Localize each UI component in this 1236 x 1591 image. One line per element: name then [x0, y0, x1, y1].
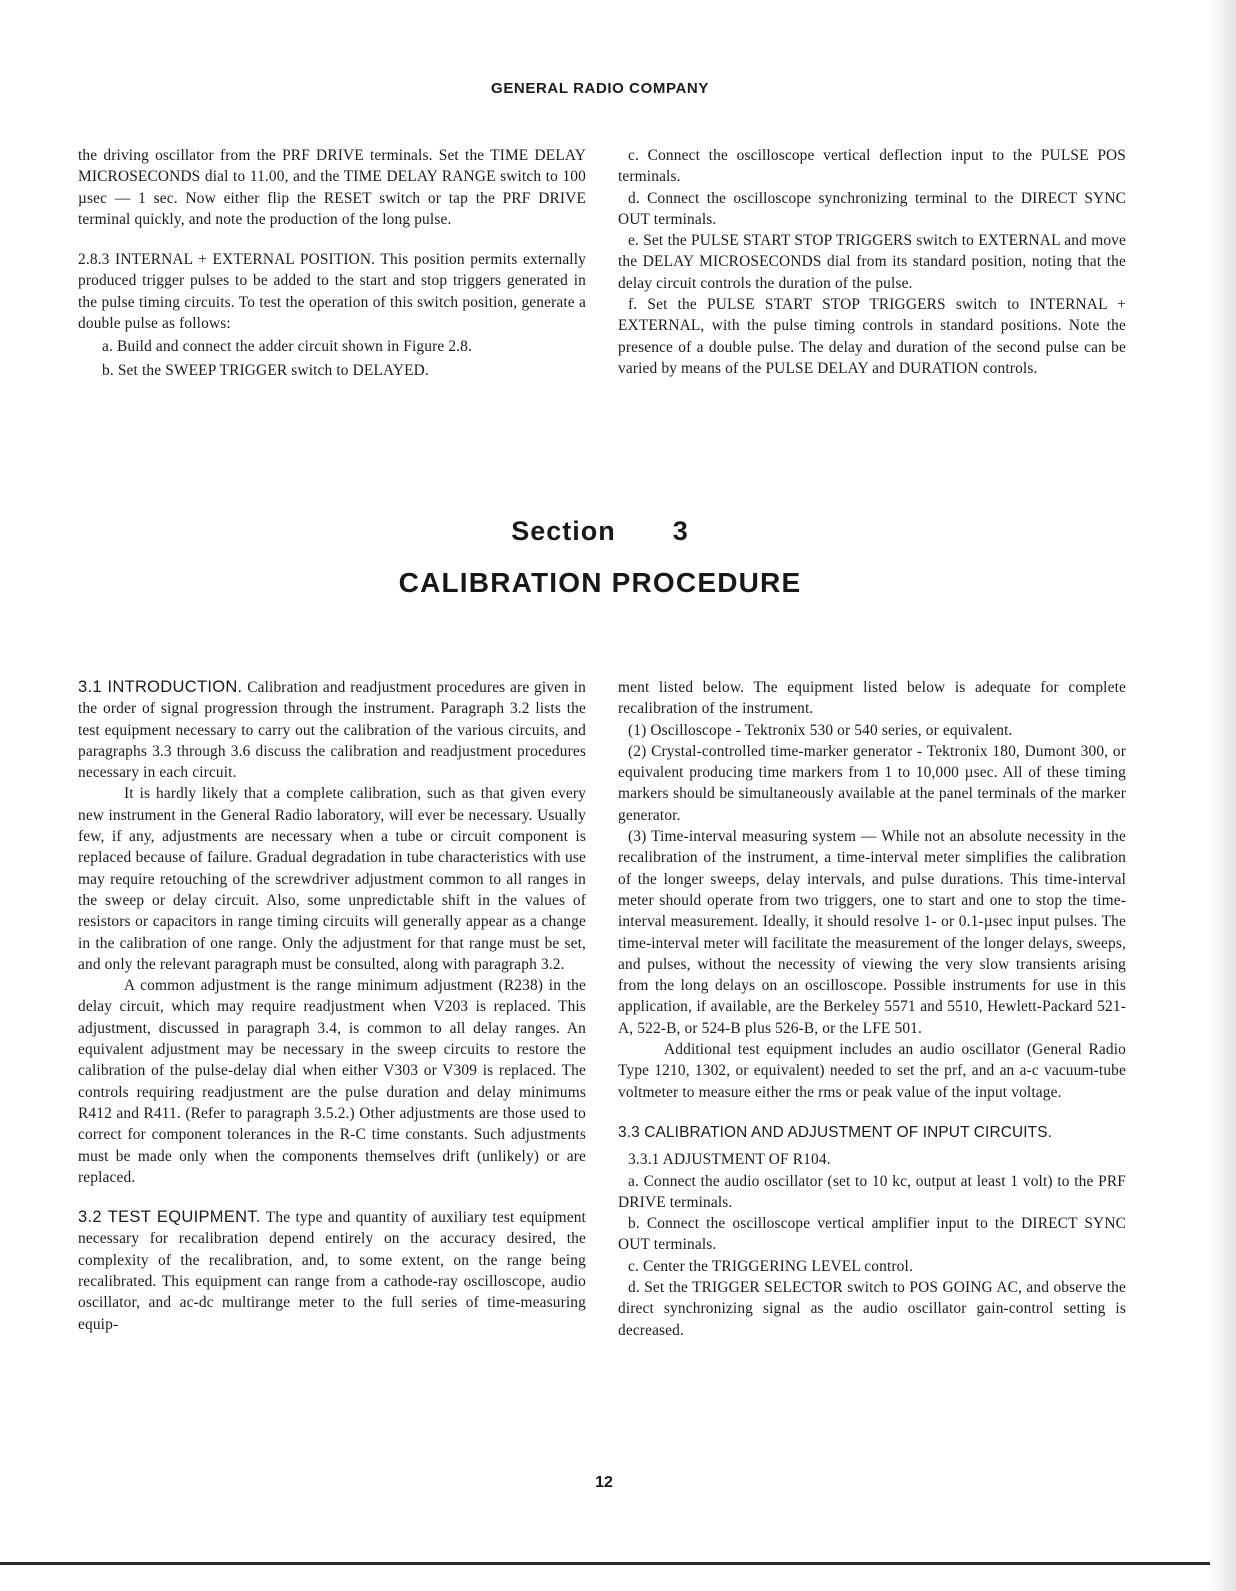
step-3-3-1-b: b. Connect the oscilloscope vertical amplifier input to the DIRECT SYNC OUT terminals. [618, 1215, 1126, 1254]
test-equipment-text: The type and quantity of auxiliary test equipment necessary for recalibration depend entirely on the accuracy desired, the complexity of the recalibration, and, to some extent, on the range being recalibrated. This equipment can range from a cathode-ray oscilloscope, audio oscillator, and ac-dc multirange meter to the full series of time-measuring equip- [78, 1209, 586, 1333]
paragraph-complete-calibration: It is hardly likely that a complete calibration, such as that given every new instrument in the General Radio laboratory, will ever be necessary. Usually few, if any, adjustments are necessary when a tube or circuit component is replaced because of failure. Gradual degradation in tube characteristics with use may require retouching of the screwdriver adjustment common to all ranges in the sweep or delay circuit. Also, some unpredictable shift in the values of resistors or capacitors in range timing circuits will generally appear as a change in the calibration of one range. Only the adjustment for that range must be set, and only the relevant paragraph must be consulted, along with paragraph 3.2. [78, 785, 586, 973]
step-e: e. Set the PULSE START STOP TRIGGERS switch to EXTERNAL and move the DELAY MICROSECONDS dial from its standard position, noting that the delay circuit controls the duration of the pulse. [618, 232, 1126, 292]
intro-text: Calibration and readjustment procedures are given in the order of signal progression through the instrument. Paragraph 3.2 lists the test equipment necessary to carry out the calibration of the various circuits, and paragraphs 3.3 through 3.6 discuss the calibration and readjustment procedures necessary in each circuit. [78, 679, 587, 782]
page-edge-shadow [1208, 0, 1236, 1591]
section-title: CALIBRATION PROCEDURE [398, 567, 802, 598]
page-number: 12 [595, 1474, 613, 1491]
heading-3-2: 3.2 TEST EQUIPMENT. [78, 1208, 261, 1227]
paragraph-long-pulse: the driving oscillator from the PRF DRIVE terminals. Set the TIME DELAY MICROSECONDS dial to 11.00, and the TIME DELAY RANGE switch to 100 µsec — 1 sec. Now either flip the RESET switch or tap the PRF DRIVE terminal quickly, and note the production of the long pulse. [78, 147, 586, 228]
equipment-item-3: (3) Time-interval measuring system — While not an absolute necessity in the recalibration of the instrument, a time-interval meter simplifies the calibration of the longer sweeps, delay intervals, and pulse durations. This time-interval meter should operate from two triggers, one to start and one to stop the time-interval measurement. Ideally, it should resolve 1- or 0.1-µsec input pulses. The time-interval meter will facilitate the measurement of the longer delays, sweeps, and pulses, without the necessity of viewing the very slow transients arising from the long delays on an oscilloscope. Possible instruments for use in this application, if available, are the Berkeley 5571 and 5510, Hewlett-Packard 521-A, 522-B, or 524-B plus 526-B, or the LFE 501. [618, 828, 1126, 1037]
top-right-column [618, 145, 1126, 379]
running-header: GENERAL RADIO COMPANY [491, 80, 709, 97]
step-b: b. Set the SWEEP TRIGGER switch to DELAYED. [102, 361, 429, 379]
step-d: d. Connect the oscilloscope synchronizing terminal to the DIRECT SYNC OUT terminals. [618, 189, 1126, 228]
step-f: f. Set the PULSE START STOP TRIGGERS switch to INTERNAL + EXTERNAL, with the pulse timing controls in standard positions. Note the presence of a double pulse. The delay and duration of the second pulse can be varied by means of the PULSE DELAY and DURATION controls. [618, 296, 1126, 377]
paragraph-3-2 [78, 1207, 586, 1335]
section-word: Section [511, 516, 616, 546]
paragraph-common-adjustment: A common adjustment is the range minimum adjustment (R238) in the delay circuit, which may require readjustment when V203 is replaced. This adjustment, discussed in paragraph 3.4, is common to all delay ranges. An equivalent adjustment may be necessary in the sweep circuits to restore the calibration of the pulse-delay dial when either V303 or V309 is replaced. The controls requiring readjustment are the pulse duration and delay minimums R412 and R411. (Refer to paragraph 3.5.2.) Other adjustments are those used to correct for component tolerances in the R-C time constants. Such adjustments must be made only when the components themselves drift (unlikely) or are replaced. [78, 977, 586, 1186]
paragraph-2-8-3: 2.8.3 INTERNAL + EXTERNAL POSITION. This position permits externally produced trigger pulses to be added to the start and stop triggers generated in the pulse timing circuits. To test the operation of this switch position, generate a double pulse as follows: [78, 251, 586, 333]
step-3-3-1-d: d. Set the TRIGGER SELECTOR switch to POS GOING AC, and observe the direct synchronizing signal as the audio oscillator gain-control setting is decreased. [618, 1279, 1126, 1339]
paragraph-additional-equipment: Additional test equipment includes an audio oscillator (General Radio Type 1210, 1302, or equivalent) needed to set the prf, and an a-c vacuum-tube voltmeter to measure either the rms or peak value of the input voltage. [618, 1041, 1126, 1101]
step-3-3-1-c: c. Center the TRIGGERING LEVEL control. [628, 1257, 913, 1275]
heading-3-1: 3.1 INTRODUCTION. [78, 678, 243, 696]
bottom-right-column [618, 677, 1126, 1341]
section-number: 3 [672, 516, 689, 546]
paragraph-equipment-continued: ment listed below. The equipment listed below is adequate for complete recalibration of the instrument. [618, 679, 1126, 718]
section-heading [0, 516, 1200, 547]
equipment-item-1: (1) Oscilloscope - Tektronix 530 or 540 series, or equivalent. [628, 721, 1013, 739]
bottom-rule [0, 1562, 1210, 1565]
top-left-column [78, 145, 586, 381]
paragraph-3-1 [78, 677, 586, 783]
bottom-left-column [78, 677, 586, 1335]
step-c: c. Connect the oscilloscope vertical deflection input to the PULSE POS terminals. [618, 147, 1126, 186]
heading-3-3-1: 3.3.1 ADJUSTMENT OF R104. [628, 1151, 831, 1169]
equipment-item-2: (2) Crystal-controlled time-marker generator - Tektronix 180, Dumont 300, or equivalent producing time markers from 1 to 10,000 µsec. All of these timing markers should be simultaneously available at the panel terminals of the marker generator. [618, 742, 1126, 824]
step-3-3-1-a: a. Connect the audio oscillator (set to 10 kc, output at least 1 volt) to the PRF DRIVE terminals. [618, 1172, 1126, 1211]
heading-3-3: 3.3 CALIBRATION AND ADJUSTMENT OF INPUT CIRCUITS. [618, 1123, 1053, 1141]
step-a: a. Build and connect the adder circuit shown in Figure 2.8. [102, 338, 473, 356]
